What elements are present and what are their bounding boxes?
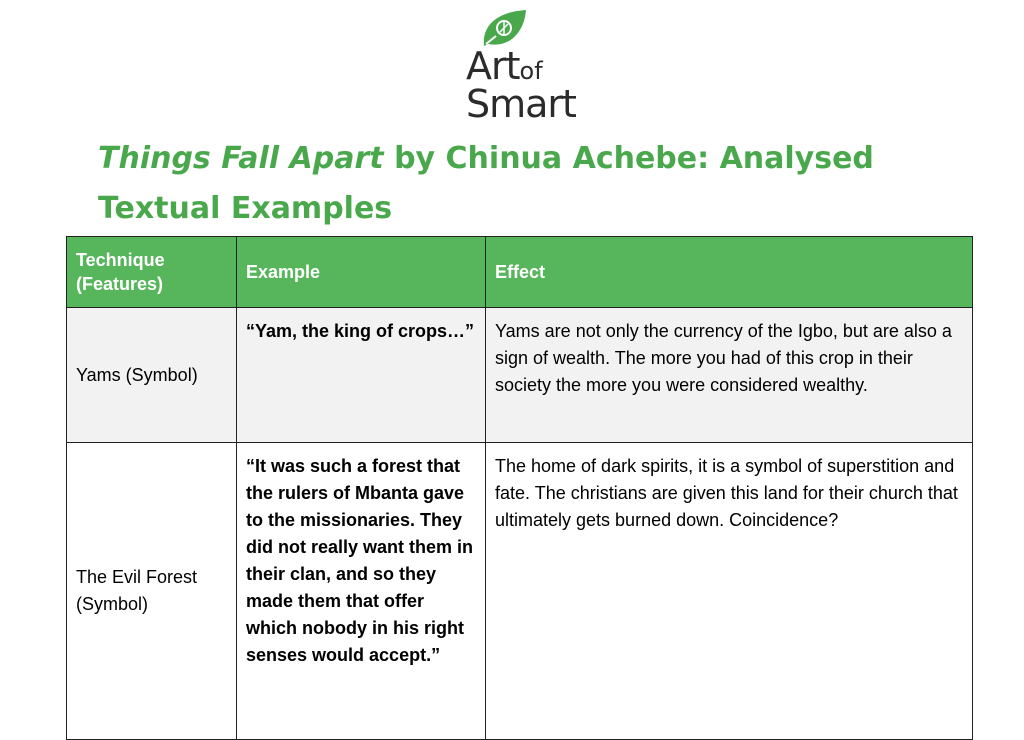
example-cell: “Yam, the king of crops…” xyxy=(237,308,486,443)
table-row xyxy=(67,308,973,443)
table-row xyxy=(67,443,973,740)
technique-cell: The Evil Forest (Symbol) xyxy=(67,443,237,740)
technique-cell: Yams (Symbol) xyxy=(67,308,237,443)
effect-cell: Yams are not only the currency of the Igbo, but are also a sign of wealth. The more you had of this crop in their society the more you were considered wealthy. xyxy=(486,308,973,443)
header-effect: Effect xyxy=(486,237,973,308)
logo-art-text: Art xyxy=(466,44,520,88)
art-of-smart-logo xyxy=(466,6,586,124)
header-technique: Technique (Features) xyxy=(67,237,237,308)
book-title: Things Fall Apart xyxy=(98,141,384,176)
analysis-table xyxy=(66,236,973,740)
header-example: Example xyxy=(237,237,486,308)
example-cell: “It was such a forest that the rulers of Mbanta gave to the missionaries. They did not really want them in their clan, and so they made them that offer which nobody in his right senses would accept.” xyxy=(237,443,486,740)
table-header-row xyxy=(67,237,973,308)
effect-cell: The home of dark spirits, it is a symbol of superstition and fate. The christians are given this land for their church that ultimately gets burned down. Coincidence? xyxy=(486,443,973,740)
logo-of-text: of xyxy=(519,57,543,85)
page-title xyxy=(98,134,978,234)
logo-smart-text: Smart xyxy=(466,82,576,126)
title-rest: by Chinua Achebe: Analysed Textual Examples xyxy=(98,141,874,226)
